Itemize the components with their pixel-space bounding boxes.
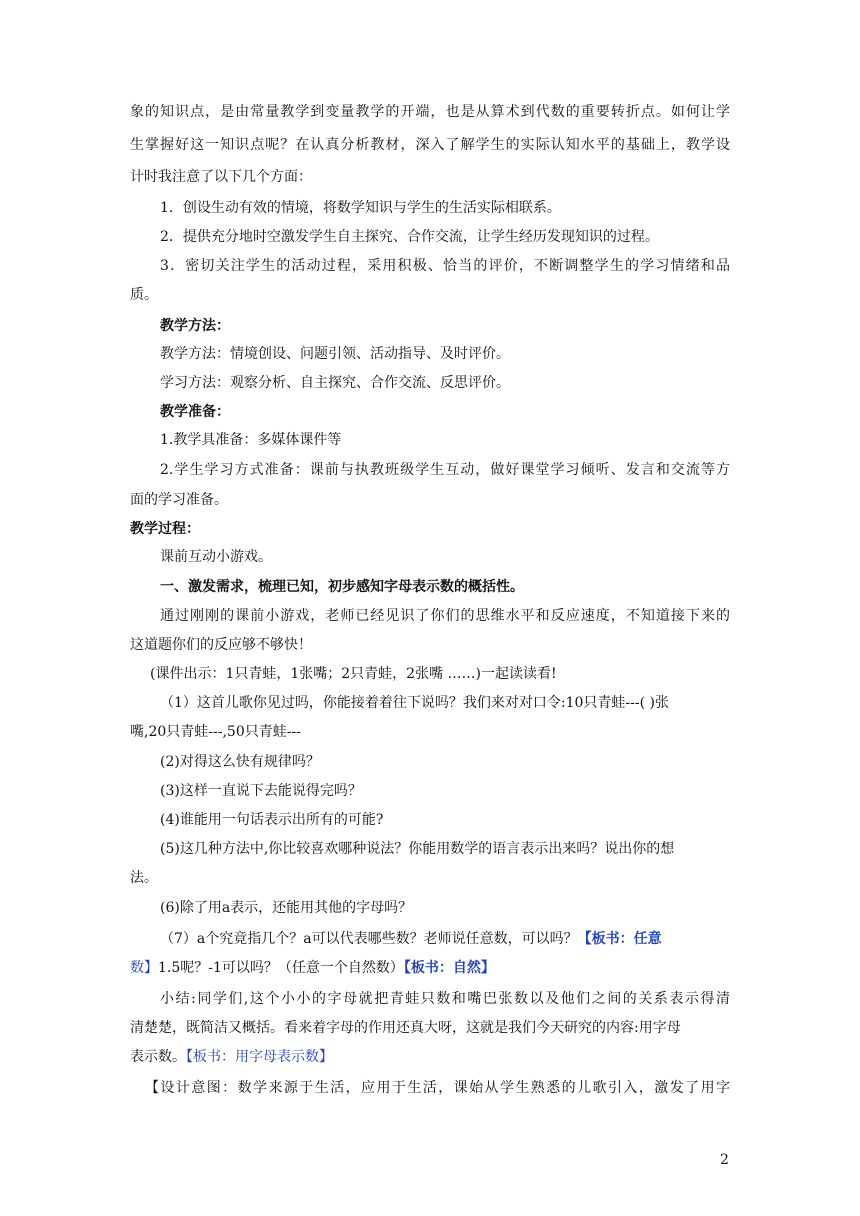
text-line: 计时我注意了以下几个方面：	[130, 169, 312, 185]
text-line: 法。	[130, 870, 158, 886]
question-line: (6)除了用a表示，还能用其他的字母吗？	[160, 900, 413, 916]
question-text: 1.5呢？-1可以吗？（任意一个自然数）	[158, 960, 404, 976]
question-line: 嘴,20只青蛙---,50只青蛙---	[130, 724, 301, 740]
board-note: 【板书：任意	[577, 931, 662, 947]
summary-line: 清楚楚，既简洁又概括。看来着字母的作用还真大呀，这就是我们今天研究的内容:用字母	[130, 1020, 681, 1036]
text-line: 象的知识点，是由常量教学到变量教学的开端，也是从算术到代数的重要转折点。如何让学	[130, 104, 730, 120]
board-note: 数】	[130, 960, 158, 976]
section-heading: 教学准备：	[160, 404, 230, 420]
text-line: 生掌握好这一知识点呢？在认真分析教材，深入了解学生的实际认知水平的基础上，教学设	[130, 137, 730, 153]
question-line: (3)这样一直说下去能说得完吗？	[160, 783, 362, 799]
board-note: 【板书：用字母表示数】	[186, 1049, 333, 1065]
text-line: 课前互动小游戏。	[160, 549, 272, 565]
board-note: 【板书：自然】	[403, 960, 495, 976]
question-line: (2)对得这么快有规律吗？	[160, 754, 320, 770]
text-line: (课件出示：1只青蛙，1张嘴；2只青蛙，2张嘴 ……)一起读读看!	[150, 666, 557, 682]
list-item: 2．提供充分地时空激发学生自主探究、合作交流，让学生经历发现知识的过程。	[160, 229, 659, 245]
summary-line: 小结:同学们,这个小小的字母就把青蛙只数和嘴巴张数以及他们之间的关系表示得清	[160, 991, 730, 1007]
section-heading: 一、激发需求，梳理已知，初步感知字母表示数的概括性。	[160, 579, 524, 595]
section-heading: 教学过程：	[130, 521, 200, 537]
question-text: （7）a个究竟指几个？a可以代表哪些数？老师说任意数，可以吗？	[160, 931, 578, 947]
summary-line	[130, 1047, 333, 1067]
summary-text: 表示数。	[130, 1049, 186, 1065]
text-line: 这道题你们的反应够不够快！	[130, 637, 312, 653]
section-heading: 教学方法：	[160, 318, 230, 334]
list-item: 1．创设生动有效的情境，将数学知识与学生的生活实际相联系。	[160, 200, 561, 216]
page-number: 2	[720, 1152, 729, 1168]
text-line: 面的学习准备。	[130, 492, 228, 508]
question-line: (4)谁能用一句话表示出所有的可能?	[160, 812, 384, 828]
question-line: （1）这首儿歌你见过吗，你能接着着往下说吗？我们来对对口令:10只青蛙---( )张	[160, 695, 670, 711]
list-item: 1.教学具准备：多媒体课件等	[160, 432, 342, 448]
text-line: 教学方法：情境创设、问题引领、活动指导、及时评价。	[160, 346, 510, 362]
text-line: 通过刚刚的课前小游戏，老师已经见识了你们的思维水平和反应速度，不知道接下来的	[160, 608, 730, 624]
text-line: 质。	[130, 287, 158, 303]
text-line: 学习方法：观察分析、自主探究、合作交流、反思评价。	[160, 375, 510, 391]
text-line	[130, 958, 495, 978]
question-line: (5)这几种方法中,你比较喜欢哪种说法？你能用数学的语言表示出来吗？说出你的想	[160, 841, 675, 857]
question-line	[160, 929, 662, 949]
list-item: 2.学生学习方式准备：课前与执教班级学生互动，做好课堂学习倾听、发言和交流等方	[160, 462, 730, 478]
design-intent-line: 【设计意图：数学来源于生活，应用于生活，课始从学生熟悉的儿歌引入，激发了用字	[145, 1080, 730, 1096]
list-item: 3．密切关注学生的活动过程，采用积极、恰当的评价，不断调整学生的学习情绪和品	[160, 258, 730, 274]
